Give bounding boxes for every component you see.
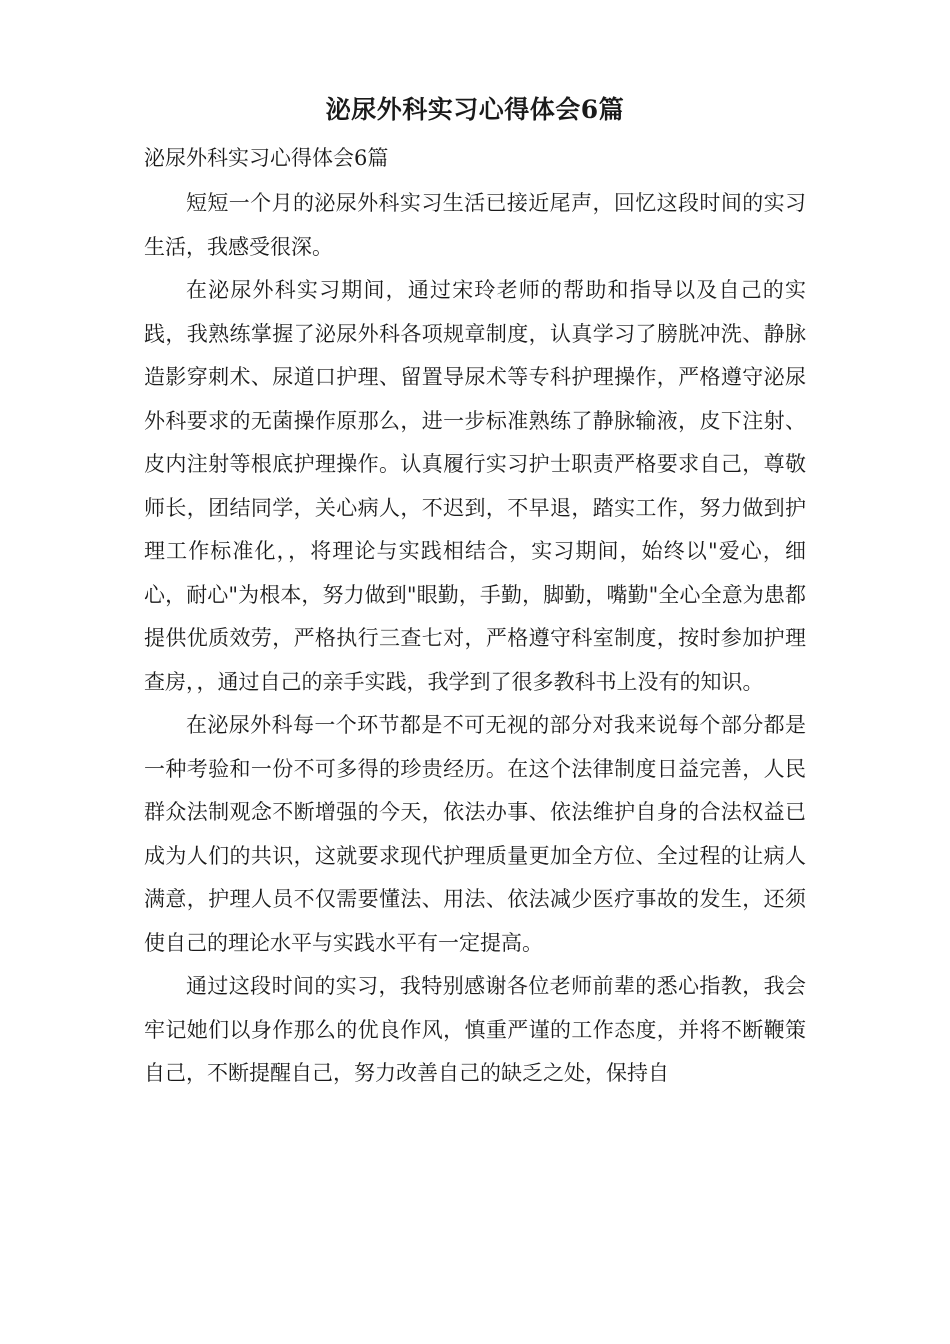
document-subtitle: 泌尿外科实习心得体会6篇 bbox=[144, 146, 389, 170]
paragraph-1: 短短一个月的泌尿外科实习生活已接近尾声，回忆这段时间的实习生活，我感受很深。 bbox=[144, 191, 806, 259]
paragraph-2: 在泌尿外科实习期间，通过宋玲老师的帮助和指导以及自己的实践，我熟练掌握了泌尿外科各项规章制度，认真学习了膀胱冲洗、静脉造影穿刺术、尿道口护理、留置导尿术等专科护理操作，严格遵守泌尿外科要求的无菌操作原那么，进一步标准熟练了静脉输液，皮下注射、皮内注射等根底护理操作。认真履行实习护士职责严格要求自己，尊敬师长，团结同学，关心病人，不迟到，不早退，踏实工作，努力做到护理工作标准化，，将理论与实践相结合，实习期间，始终以"爱心，细心，耐心"为根本，努力做到"眼勤，手勤，脚勤，嘴勤"全心全意为患都提供优质效劳，严格执行三查七对，严格遵守科室制度，按时参加护理查房，，通过自己的亲手实践，我学到了很多教科书上没有的知识。 bbox=[144, 278, 806, 694]
document-title: 泌尿外科实习心得体会6篇 bbox=[325, 95, 625, 124]
paragraph-4: 通过这段时间的实习，我特别感谢各位老师前辈的悉心指教，我会牢记她们以身作那么的优良作风，慎重严谨的工作态度，并将不断鞭策自己，不断提醒自己，努力改善自己的缺乏之处，保持自 bbox=[144, 974, 806, 1085]
paragraph-3: 在泌尿外科每一个环节都是不可无视的部分对我来说每个部分都是一种考验和一份不可多得的珍贵经历。在这个法律制度日益完善，人民群众法制观念不断增强的今天，依法办事、依法维护自身的合法权益已成为人们的共识，这就要求现代护理质量更加全方位、全过程的让病人满意，护理人员不仅需要懂法、用法、依法减少医疗事故的发生，还须使自己的理论水平与实践水平有一定提高。 bbox=[144, 713, 806, 955]
